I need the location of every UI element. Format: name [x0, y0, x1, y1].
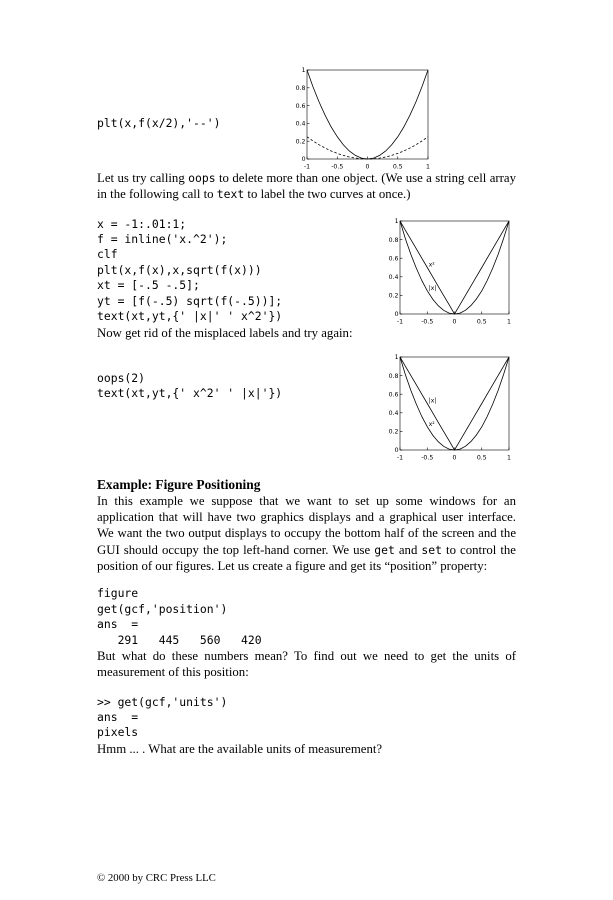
paragraph-hmm: Hmm ... . What are the available units of measurement? — [97, 741, 383, 756]
svg-text:x²: x² — [428, 261, 435, 269]
code-line: plt(x,f(x),x,sqrt(f(x))) — [97, 262, 262, 277]
row-figure-3 — [97, 353, 516, 461]
svg-text:0.6: 0.6 — [388, 391, 399, 399]
figure-plot-3 — [383, 353, 513, 461]
svg-text:1: 1 — [507, 318, 511, 325]
svg-text:0.5: 0.5 — [476, 318, 487, 325]
code-line: plt(x,f(x/2),'--') — [97, 116, 221, 130]
svg-text:0.2: 0.2 — [388, 428, 399, 436]
text-run: to control the position of our figures. Let us create a figure and get its “position” property: — [97, 542, 516, 574]
code-line: yt = [f(-.5) sqrt(f(-.5))]; — [97, 293, 283, 308]
svg-text:0: 0 — [394, 310, 399, 318]
figure-plot-1 — [290, 66, 432, 170]
svg-text:1: 1 — [426, 163, 430, 170]
svg-text:0.4: 0.4 — [388, 273, 399, 281]
svg-text:1: 1 — [394, 217, 399, 225]
code-line: get(gcf,'position') — [97, 601, 228, 616]
svg-text:0.4: 0.4 — [388, 409, 399, 417]
inline-code-get: get — [374, 542, 395, 557]
svg-text:-1: -1 — [303, 163, 311, 170]
code-block-position — [97, 586, 516, 648]
svg-text:|x|: |x| — [428, 284, 437, 292]
inline-code-text: text — [216, 187, 245, 202]
inline-code-set: set — [421, 542, 442, 557]
code-block-oops2 — [97, 353, 383, 402]
code-line: ans = — [97, 617, 139, 632]
code-line: f = inline('x.^2'); — [97, 232, 228, 246]
svg-text:0.2: 0.2 — [295, 138, 306, 146]
svg-text:-0.5: -0.5 — [421, 454, 434, 461]
text-run: to delete more than one object. (We use a string cell array in the following call to — [97, 171, 516, 202]
code-line: x = -1:.01:1; — [97, 216, 187, 231]
inline-code-oops: oops — [188, 171, 216, 185]
code-line: xt = [-.5 -.5]; — [97, 278, 200, 293]
svg-text:0.2: 0.2 — [388, 292, 399, 300]
paragraph-example-intro — [97, 493, 516, 574]
code-line: oops(2) — [97, 370, 146, 385]
text-run: to label the two curves at once.) — [244, 187, 411, 202]
svg-text:0.6: 0.6 — [388, 254, 399, 262]
svg-text:0.8: 0.8 — [388, 372, 399, 380]
code-block-labels — [97, 217, 383, 325]
svg-text:0.5: 0.5 — [476, 454, 487, 461]
svg-text:-0.5: -0.5 — [331, 163, 344, 170]
svg-text:0.8: 0.8 — [388, 236, 399, 244]
svg-text:-1: -1 — [396, 318, 404, 325]
svg-text:-1: -1 — [396, 454, 404, 461]
section-heading-figure-positioning: Example: Figure Positioning — [97, 476, 261, 492]
svg-text:0: 0 — [452, 318, 457, 325]
svg-text:0.4: 0.4 — [295, 120, 306, 128]
svg-text:1: 1 — [301, 67, 306, 75]
code-line: ans = — [97, 710, 139, 724]
row-figure-1 — [97, 66, 516, 170]
svg-text:0: 0 — [301, 156, 306, 164]
svg-text:1: 1 — [394, 354, 399, 362]
svg-text:0: 0 — [452, 454, 457, 461]
code-line: 291 445 560 420 — [97, 632, 262, 647]
svg-text:0.5: 0.5 — [392, 163, 403, 170]
text-run: In this example we suppose that we want to set up some windows for an application that will have two graphics displays and a graphical user interface. We want the two output displays to occupy the bottom half of the screen and the GUI should occupy the top left-hand corner. We use — [97, 493, 516, 557]
footer-copyright: © 2000 by CRC Press LLC — [97, 872, 216, 884]
svg-text:x²: x² — [428, 420, 435, 428]
code-block-units — [97, 695, 516, 741]
row-figure-2 — [97, 217, 516, 325]
paragraph-units-question: But what do these numbers mean? To find out we need to get the units of measurement of this position: — [97, 649, 516, 680]
figure-plot-2 — [383, 217, 513, 325]
text-run: and — [394, 542, 422, 557]
code-line: figure — [97, 586, 139, 601]
paragraph-now-get-rid: Now get rid of the misplaced labels and try again: — [97, 325, 353, 340]
svg-text:0: 0 — [365, 163, 370, 170]
svg-text:0.8: 0.8 — [295, 85, 306, 92]
code-line: clf — [97, 247, 118, 262]
svg-text:0: 0 — [394, 447, 399, 455]
code-block-plt-dashed — [97, 66, 290, 131]
svg-text:1: 1 — [507, 454, 511, 461]
text-run: Let us try calling — [97, 171, 189, 185]
svg-text:|x|: |x| — [428, 397, 437, 405]
code-line: >> get(gcf,'units') — [97, 694, 228, 709]
code-line: text(xt,yt,{' x^2' ' |x|'}) — [97, 386, 283, 401]
code-line: text(xt,yt,{' |x|' ' x^2'}) — [97, 309, 283, 324]
svg-text:-0.5: -0.5 — [421, 318, 434, 325]
svg-text:0.6: 0.6 — [295, 102, 306, 110]
paragraph-oops-intro — [97, 170, 516, 203]
code-line: pixels — [97, 725, 139, 740]
